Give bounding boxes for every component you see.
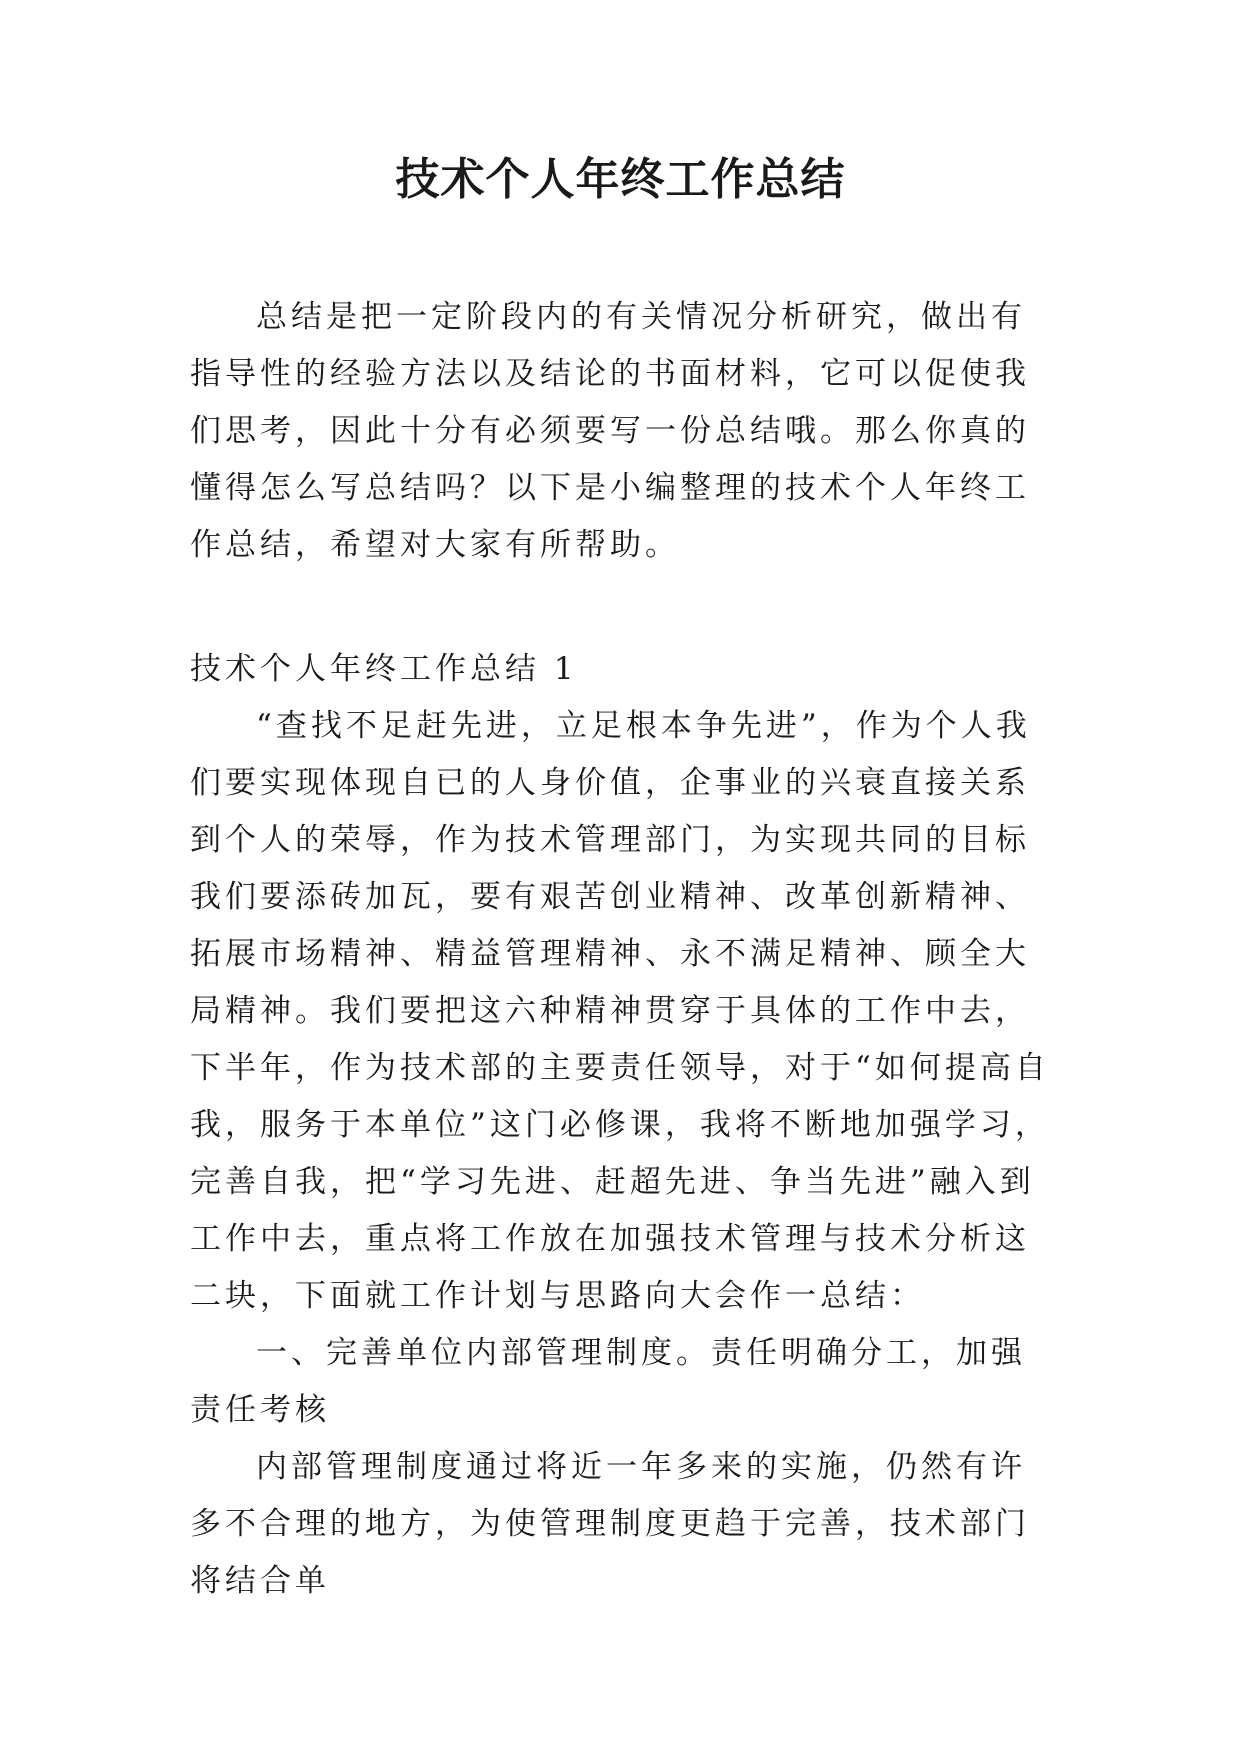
section-paragraph-3: 内部管理制度通过将近一年多来的实施，仍然有许多不合理的地方，为使管理制度更趋于完善，技术部门将结合单 [190,1449,1030,1599]
intro-block [190,289,1060,574]
section-paragraph-2: 一、完善单位内部管理制度。责任明确分工，加强责任考核 [190,1335,1026,1428]
section-heading: 技术个人年终工作总结 1 [190,651,578,687]
intro-paragraph: 总结是把一定阶段内的有关情况分析研究，做出有指导性的经验方法以及结论的书面材料，它可以促使我们思考，因此十分有必须要写一份总结哦。那么你真的懂得怎么写总结吗？以下是小编整理的技术个人年终工作总结，希望对大家有所帮助。 [190,299,1030,563]
document-title: 技术个人年终工作总结 [395,154,846,205]
section-1 [190,641,1060,1610]
section-paragraph-1: “查找不足赶先进，立足根本争先进”，作为个人我们要实现体现自已的人身价值，企事业的兴衰直接关系到个人的荣辱，作为技术管理部门，为实现共同的目标我们要添砖加瓦，要有艰苦创业精神、改革创新精神、拓展市场精神、精益管理精神、永不满足精神、顾全大局精神。我们要把这六种精神贯穿于具体的工作中去，下半年，作为技术部的主要责任领导，对于“如何提高自我，服务于本单位”这门必修课，我将不断地加强学习，完善自我，把“学习先进、赶超先进、争当先进”融入到工作中去，重点将工作放在加强技术管理与技术分析这二块，下面就工作计划与思路向大会作一总结： [190,708,1050,1314]
